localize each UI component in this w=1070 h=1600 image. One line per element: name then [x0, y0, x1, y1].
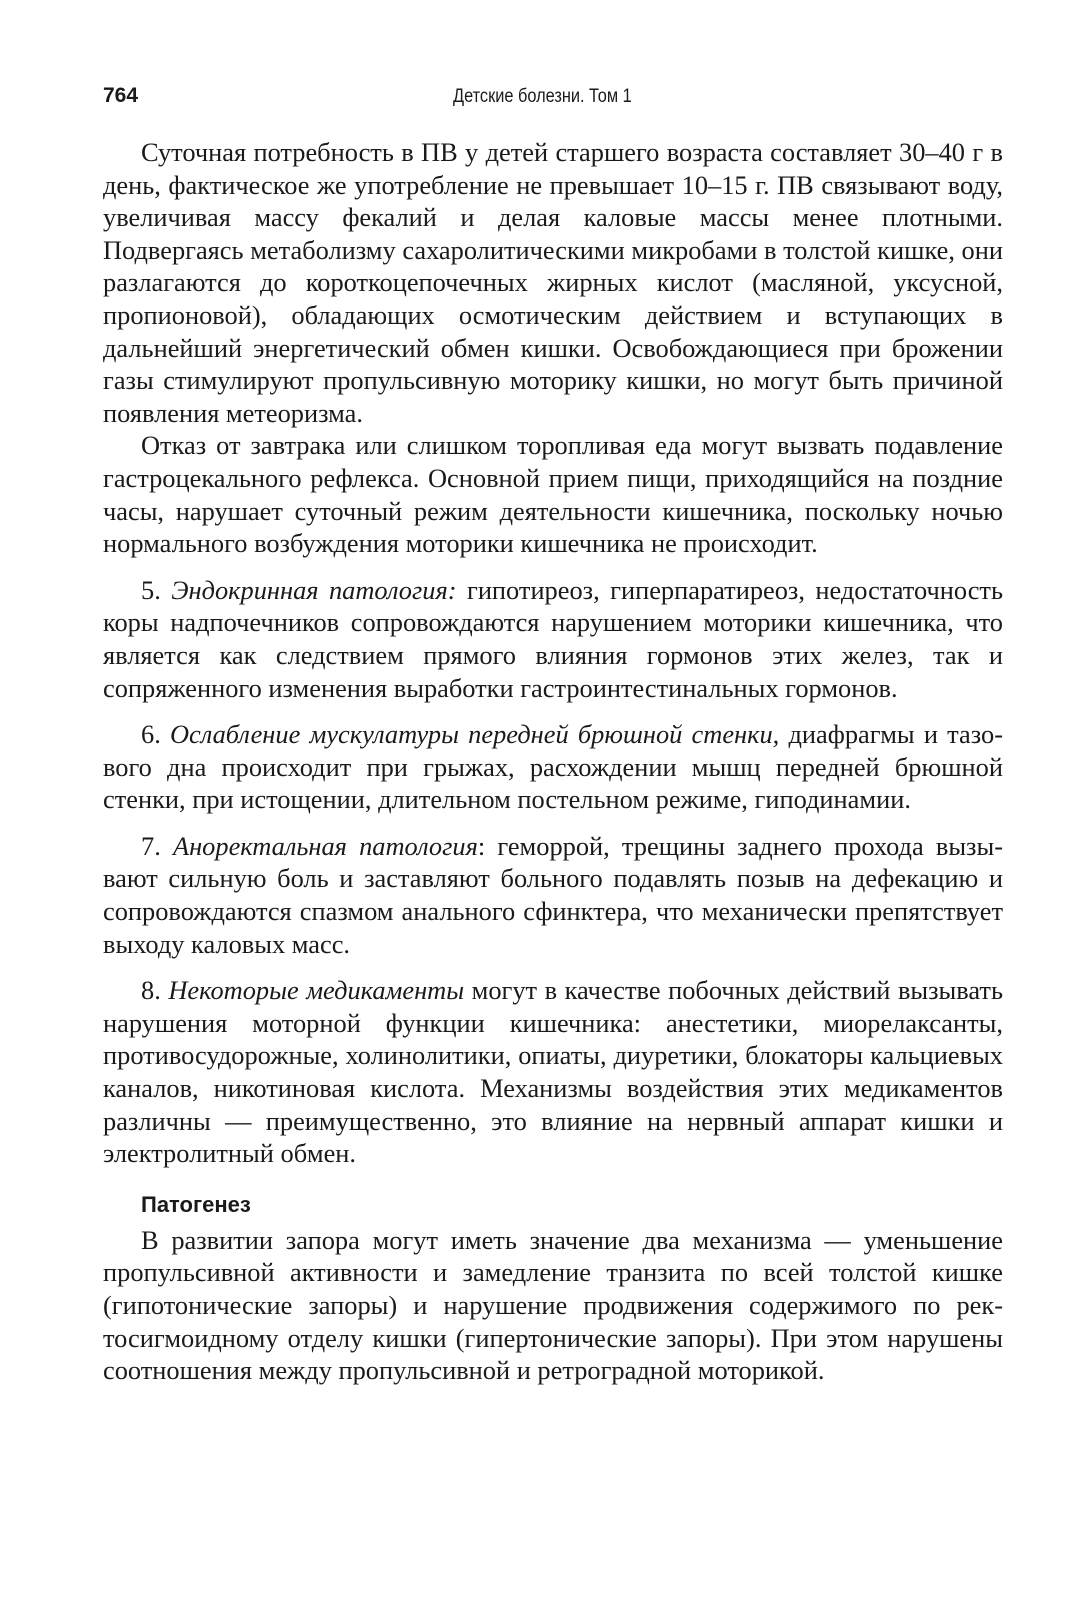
body-text	[103, 136, 1003, 1387]
item-term: Некоторые медикаменты	[168, 975, 465, 1006]
paragraph-text: Суточная потребность в ПВ у детей старшего возраста составляет 30–40 г в день, фактическое же употребление не превышает 10–15 г. ПВ связывают воду, увеличивая массу фекалий и делая каловые массы менее плотными. Подвергаясь метаболизму сахаролитическими микробами в толстой кишке, они разлагаются до короткоцепочечных жирных кислот (масляной, уксусной, пропионовой), обладающих осмотическим действием и вступающих в дальнейший энергетический обмен кишки. Освобождающиеся при брожении газы стимулируют пропульсивную моторику кишки, но могут быть причиной появления метеоризма.	[103, 137, 1003, 428]
paragraph-text: Отказ от завтрака или слишком торопливая еда могут вызвать подавление гастроцекального рефлекса. Основной прием пищи, приходящийся на поздние часы, нарушает суточный режим деятельности кишечника, поскольку ночью нормального возбуждения моторики кишечника не происходит.	[103, 430, 1003, 559]
paragraph-text: В развитии запора могут иметь значение два механизма — уменьшение пропульсивной активности и замедление транзита по всей толстой кишке (гипотонические запоры) и нарушение продвижения содержимого по ректосигмоидному отделу кишки (гипертонические запоры). При этом нарушены соотношения между пропульсивной и ретроградной моторикой.	[103, 1224, 1003, 1386]
page-number: 764	[103, 84, 139, 107]
paragraph-fiber-intake	[103, 136, 1003, 429]
item-term: Эндокринная патология:	[171, 574, 457, 605]
item-number: 5.	[141, 574, 172, 605]
paragraph-pathogenesis	[103, 1224, 1003, 1387]
paragraph-text: : геморрой, трещины заднего прохода вызывают сильную боль и заставляют больного подавлять позыв на дефекацию и сопровождаются спазмом анального сфинктера, что механически препятствует выходу каловых масс.	[103, 830, 1004, 959]
paragraph-anorectal	[103, 830, 1003, 960]
item-number: 6.	[141, 719, 170, 750]
paragraph-breakfast	[103, 429, 1003, 559]
section-heading: Патогенез	[141, 1191, 251, 1217]
paragraph-medications	[103, 974, 1003, 1170]
item-number: 8.	[141, 975, 169, 1006]
item-term: Ослабление мускулатуры передней брюшной стенки,	[170, 719, 780, 750]
item-term: Аноректальная патология	[172, 830, 478, 861]
book-title: Детские болезни. Том 1	[453, 86, 632, 107]
paragraph-text: гипотиреоз, гиперпаратиреоз, недостаточность коры надпочечников сопровождаются нарушением моторики кишечника, что является как следствием прямого влияния гормонов этих желез, так и сопряженного изменения выработки гастроинтестинальных гормонов.	[103, 574, 1003, 703]
paragraph-abdominal-wall	[103, 718, 1003, 816]
paragraph-endocrine	[103, 574, 1003, 704]
running-head	[103, 84, 1003, 120]
item-number: 7.	[141, 830, 173, 861]
paragraph-text: диафрагмы и тазового дна происходит при грыжах, расхождении мышц передней брюшной стенки, при истощении, длительном постельном режиме, гиподинамии.	[103, 719, 1003, 815]
paragraph-text: могут в качестве побочных действий вызывать нарушения моторной функции кишечника: анестетики, миорелаксанты, противосудорожные, холинолитики, опиаты, диуретики, блокаторы кальциевых каналов, никотиновая кислота. Механизмы воздействия этих медикаментов различны — преимущественно, это влияние на нервный аппарат кишки и электролитный обмен.	[103, 975, 1004, 1169]
